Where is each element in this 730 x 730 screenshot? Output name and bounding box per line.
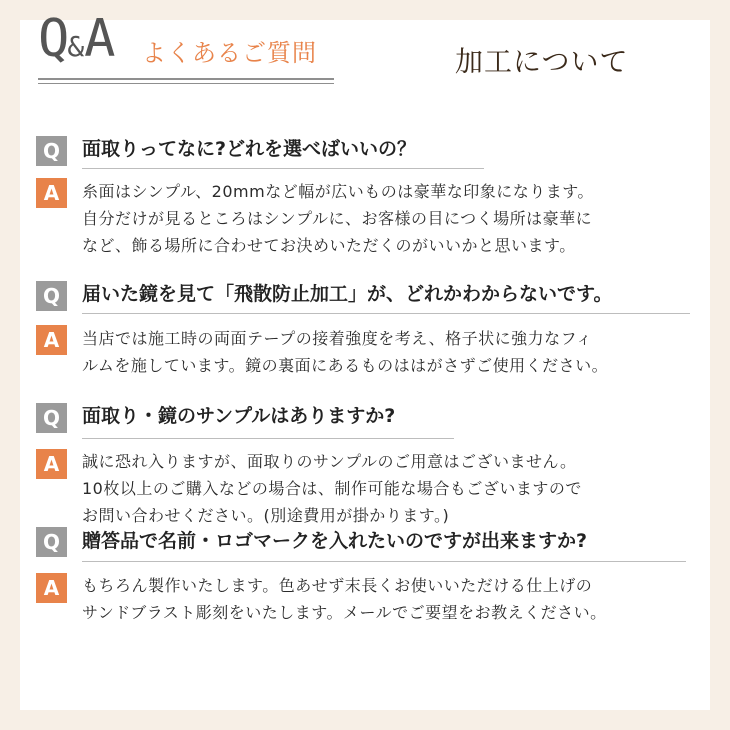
qa-logo-q: Q [38,9,68,69]
question-underline [82,561,686,562]
qa-logo [38,4,113,82]
answer-line: もちろん製作いたします。色あせず末長くお使いいただける仕上げの [82,576,593,595]
faq-answer-1 [82,178,702,259]
question-badge: Q [36,527,67,557]
answer-line: 自分だけが見るところはシンプルに、お客様の目につく場所は豪華に [82,209,593,228]
answer-line: 10枚以上のご購入などの場合は、制作可能な場合もございますので [82,479,582,498]
question-badge: Q [36,281,67,311]
answer-line: ルムを施しています。鏡の裏面にあるものははがさずご使用ください。 [82,356,609,375]
faq-question-1: 面取りってなに?どれを選べばいいの？ [82,138,417,160]
qa-logo-a: A [84,9,114,69]
answer-line: など、飾る場所に合わせてお決めいただくのがいいかと思います。 [82,236,576,255]
qa-logo-amp: & [67,30,85,63]
question-underline [82,313,690,314]
question-underline [82,438,454,439]
faq-answer-3 [82,448,702,529]
faq-subtitle: よくあるご質問 [142,39,317,67]
answer-line: お問い合わせください。(別途費用が掛かります。) [82,506,450,525]
question-badge: Q [36,136,67,166]
answer-badge: A [36,178,67,208]
answer-line: サンドブラスト彫刻をいたします。メールでご要望をお教えください。 [82,603,607,622]
question-underline [82,168,484,169]
page-title: 加工について [455,45,629,78]
answer-line: 誠に恐れ入りますが、面取りのサンプルのご用意はございません。 [82,452,577,471]
header-divider [38,78,334,80]
answer-badge: A [36,573,67,603]
faq-question-4: 贈答品で名前・ロゴマークを入れたいのですが出来ますか? [82,530,588,552]
question-badge: Q [36,403,67,433]
answer-line: 糸面はシンプル、20mmなど幅が広いものは豪華な印象になります。 [82,182,594,201]
answer-line: 当店では施工時の両面テープの接着強度を考え、格子状に強力なフィ [82,329,593,348]
header-divider-thin [38,83,334,84]
faq-answer-4 [82,572,702,626]
faq-question-3: 面取り・鏡のサンプルはありますか? [82,405,396,427]
answer-badge: A [36,449,67,479]
faq-question-2: 届いた鏡を見て「飛散防止加工」が、どれかわからないです。 [82,283,613,305]
answer-badge: A [36,325,67,355]
faq-answer-2 [82,325,702,379]
